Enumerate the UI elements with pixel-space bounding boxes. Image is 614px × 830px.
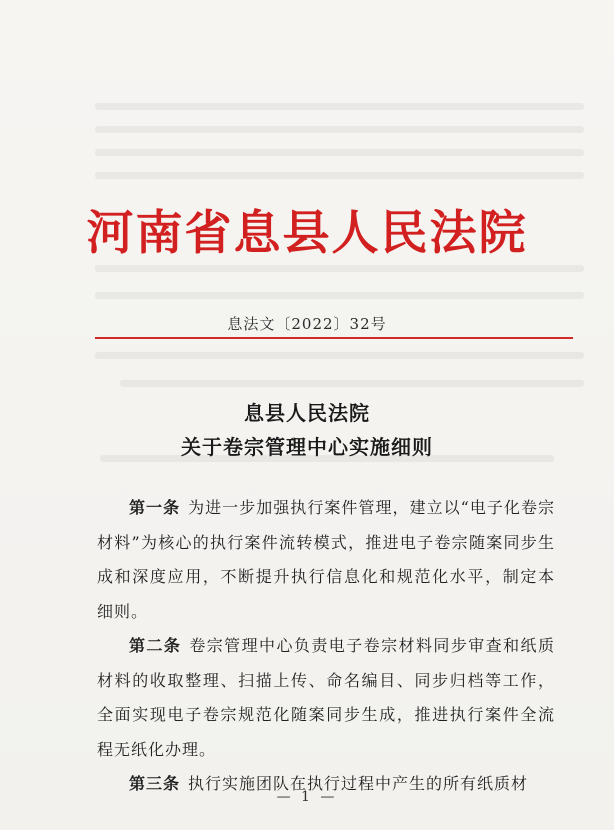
article-label: 第一条 xyxy=(129,498,181,517)
bleed-through-line xyxy=(120,380,584,387)
page-number: — 1 — xyxy=(276,789,338,805)
article-text: 卷宗管理中心负责电子卷宗材料同步审查和纸质材料的收取整理、扫描上传、命名编目、同步归档等工作，全面实现电子卷宗规范化随案同步生成，推进执行案件全流程无纸化办理。 xyxy=(97,636,555,759)
bleed-through-line xyxy=(95,352,584,359)
bleed-through-line xyxy=(95,126,584,133)
bleed-through-line xyxy=(95,149,584,156)
article-label: 第二条 xyxy=(129,636,182,655)
header-red-rule xyxy=(95,337,573,339)
article-paragraph xyxy=(97,491,555,629)
document-title-line-1: 息县人民法院 xyxy=(244,401,370,425)
document-number: 息法文〔2022〕32号 xyxy=(227,315,387,333)
bleed-through-line xyxy=(95,103,584,110)
document-title-line-2: 关于卷宗管理中心实施细则 xyxy=(181,435,433,459)
document-body xyxy=(97,491,555,802)
bleed-through-line xyxy=(95,172,584,179)
bleed-through-line xyxy=(95,292,584,299)
article-label: 第三条 xyxy=(129,774,181,793)
article-paragraph xyxy=(97,629,555,767)
court-header-title: 河南省息县人民法院 xyxy=(86,206,528,261)
article-text: 执行实施团队在执行过程中产生的所有纸质材 xyxy=(188,774,529,793)
bleed-through-line xyxy=(95,265,584,272)
article-text: 为进一步加强执行案件管理，建立以“电子化卷宗材料”为核心的执行案件流转模式，推进电子卷宗随案同步生成和深度应用，不断提升执行信息化和规范化水平，制定本细则。 xyxy=(97,498,555,621)
